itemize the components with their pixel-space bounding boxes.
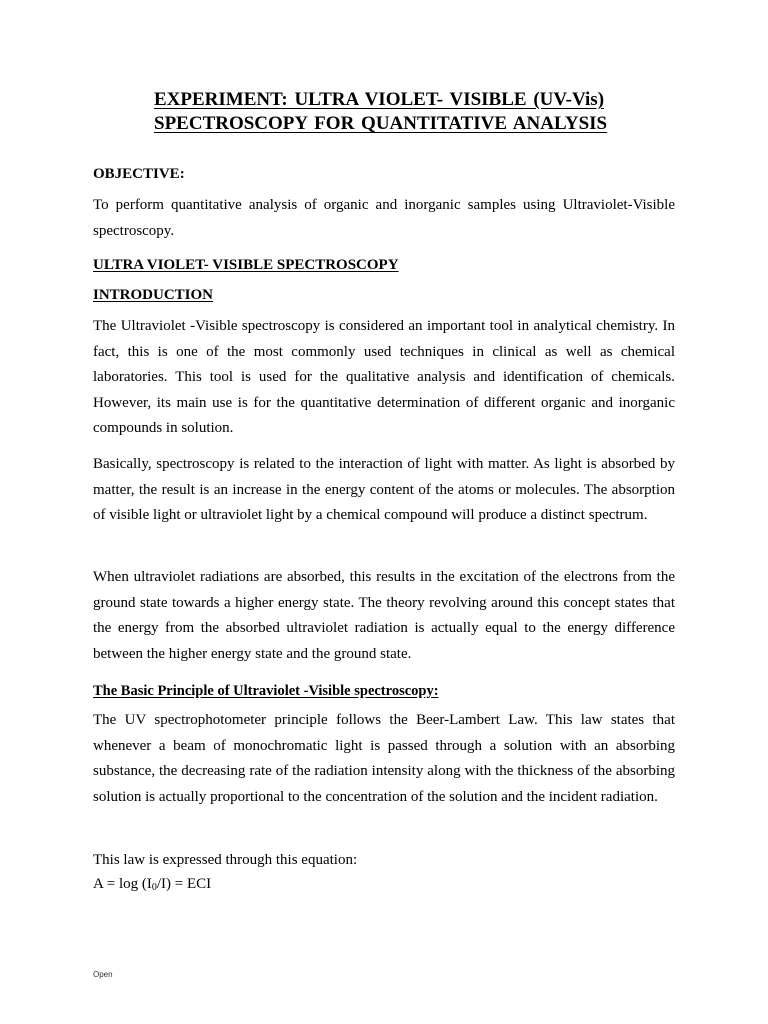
introduction-paragraph-1: The Ultraviolet -Visible spectroscopy is considered an important tool in analytical chemistry. In fact, this is one of the most commonly used techniques in clinical as well as chemical laboratories. This tool is used for the qualitative analysis and identification of chemicals. However, its main use is for the quantitative determination of different organic and inorganic compounds in solution. bbox=[93, 318, 675, 436]
equation-right: /I) = ECI bbox=[156, 876, 212, 892]
beer-lambert-equation bbox=[93, 874, 211, 894]
document-title-line-1: EXPERIMENT: ULTRA VIOLET- VISIBLE (UV-Vis) bbox=[154, 89, 605, 110]
objective-heading: OBJECTIVE: bbox=[93, 166, 185, 182]
objective-text: To perform quantitative analysis of organic and inorganic samples using Ultraviolet-Visible spectroscopy. bbox=[93, 197, 675, 239]
principle-text: The UV spectrophotometer principle follows the Beer-Lambert Law. This law states that whenever a beam of monochromatic light is passed through a solution with an absorbing substance, the decreasing rate of the radiation intensity along with the thickness of the absorbing solution is actually proportional to the concentration of the solution and the incident radiation. bbox=[93, 712, 675, 805]
introduction-heading: INTRODUCTION bbox=[93, 287, 214, 303]
footer-label: Open bbox=[93, 970, 113, 979]
introduction-paragraph-2: Basically, spectroscopy is related to the interaction of light with matter. As light is absorbed by matter, the result is an increase in the energy content of the atoms or molecules. The absorption of visible light or ultraviolet light by a chemical compound will produce a distinct spectrum. bbox=[93, 456, 675, 523]
equation-left: A = log (I bbox=[93, 876, 152, 892]
section-heading: ULTRA VIOLET- VISIBLE SPECTROSCOPY bbox=[93, 257, 399, 273]
introduction-paragraph-3: When ultraviolet radiations are absorbed, this results in the excitation of the electrons from the ground state towards a higher energy state. The theory revolving around this concept states that the energy from the absorbed ultraviolet radiation is actually equal to the energy difference between the higher energy state and the ground state. bbox=[93, 569, 675, 662]
principle-heading: The Basic Principle of Ultraviolet -Visible spectroscopy: bbox=[93, 683, 439, 699]
document-title-line-2: SPECTROSCOPY FOR QUANTITATIVE ANALYSIS bbox=[154, 113, 608, 134]
equation-intro: This law is expressed through this equation: bbox=[93, 852, 358, 868]
equation-subscript: 0 bbox=[151, 882, 157, 893]
